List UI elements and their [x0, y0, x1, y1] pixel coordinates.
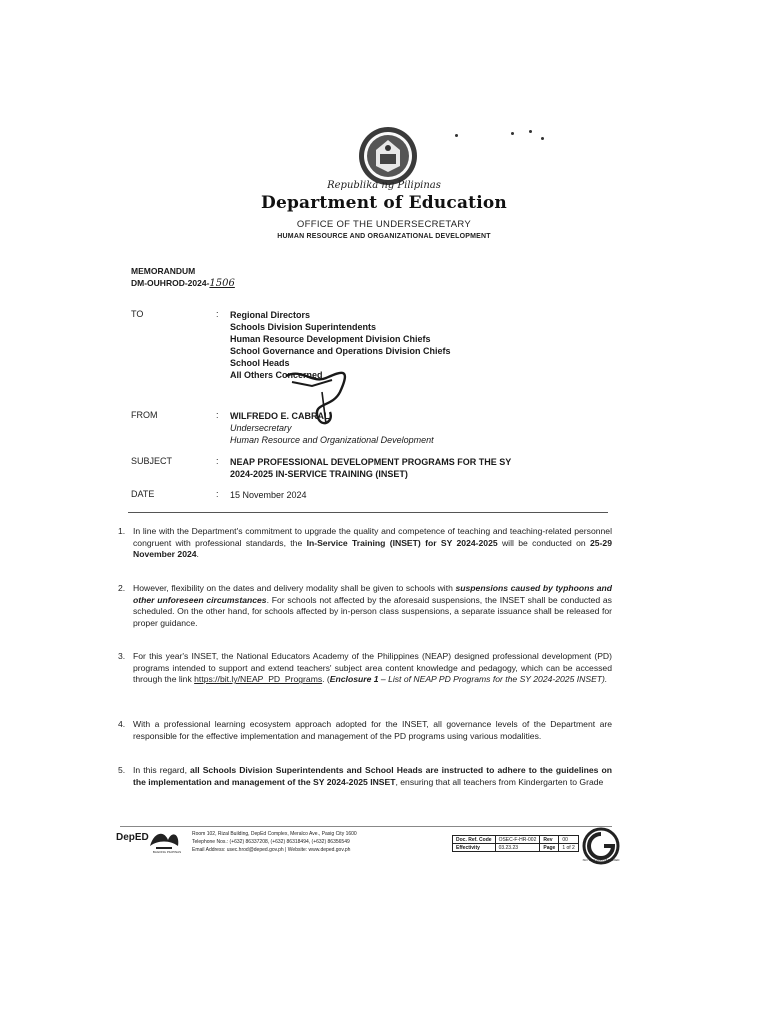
- text-run: In line with the Department's commitment to upgrade the quality and competence of teaching and teaching-related personnel congruent with professional standards, the: [133, 526, 612, 548]
- date-value: 15 November 2024: [230, 490, 307, 500]
- text-run-bold-italic: Enclosure 1: [329, 674, 379, 685]
- paragraph-number: 2.: [118, 583, 126, 593]
- from-office: Human Resource and Organizational Development: [230, 435, 434, 445]
- to-label: TO: [131, 309, 144, 319]
- rev-value: 00: [559, 836, 579, 844]
- text-run-italic: – List of NEAP PD Programs for the SY 2024-2025 INSET).: [378, 674, 608, 685]
- subject-colon: :: [216, 456, 219, 466]
- address-line: Room 102, Rizal Building, DepEd Complex, Meralco Ave., Pasig City 1600: [192, 831, 357, 837]
- page-label: Page: [540, 844, 559, 852]
- paragraph-3: [118, 651, 612, 686]
- recipient: School Heads: [230, 358, 290, 368]
- subject-line-2: 2024-2025 IN-SERVICE TRAINING (INSET): [230, 469, 408, 479]
- deped-logo: DepED: [116, 832, 149, 843]
- text-run-bold: In-Service Training (INSET) for SY 2024-2025: [306, 537, 498, 548]
- recipient: Schools Division Superintendents: [230, 322, 377, 332]
- footer-address: [192, 830, 452, 854]
- recipient: School Governance and Operations Division Chiefs: [230, 346, 451, 356]
- footer-divider: [120, 826, 612, 827]
- rev-label: Rev: [540, 836, 559, 844]
- to-colon: :: [216, 309, 219, 319]
- date-colon: :: [216, 489, 219, 499]
- date-label: DATE: [131, 489, 155, 499]
- recipient: Human Resource Development Division Chiefs: [230, 334, 431, 344]
- text-run: In this regard,: [133, 765, 191, 775]
- iso-certification-label: ISO 9001:2015 CERTIFIED: [582, 858, 620, 862]
- text-run-bold-italic: suspensions caused by typhoons and other unforeseen circumstances: [133, 583, 612, 605]
- paragraph-number: 1.: [118, 526, 126, 536]
- phone-line: Telephone Nos.: (+632) 86337208, (+632) 86318494, (+632) 86356549: [192, 839, 350, 845]
- text-run: will be conducted on: [497, 537, 591, 548]
- subject-label: SUBJECT: [131, 456, 173, 466]
- bagong-pilipinas-label: BAGONG PILIPINAS: [152, 850, 182, 854]
- text-run: For this year's INSET, the National Educators Academy of the Philippines (NEAP) designed professional development (PD) programs intended to support and extend teachers' subject area content knowledge and pedagogy, which can be accessed through the link: [133, 651, 612, 685]
- deped-seal-icon: [356, 124, 420, 188]
- iso-certification-badge-icon: [578, 826, 624, 872]
- text-run: . For schools not affected by the aforesaid suspensions, the INSET shall be conducted as scheduled. On the other hand, for schools affected by in-person class suspensions, a separate issuance shall be released for proper guidance.: [133, 594, 612, 628]
- department-title: Department of Education: [261, 193, 507, 213]
- memo-number-handwritten: 1506: [209, 278, 235, 289]
- page-value: 1 of 2: [559, 844, 579, 852]
- from-block: [230, 410, 434, 446]
- paragraph-text: [133, 651, 612, 686]
- from-label: FROM: [131, 410, 158, 420]
- recipient: All Others Concerned: [230, 370, 323, 380]
- memo-label: MEMORANDUM: [131, 266, 196, 276]
- from-name: WILFREDO E. CABRAL: [230, 411, 330, 421]
- email-line: Email Address: usec.hrod@deped.gov.ph | Website: www.deped.gov.ph: [192, 847, 351, 853]
- paragraph-text: [133, 583, 612, 629]
- paragraph-number: 5.: [118, 765, 126, 775]
- document-control-table: [452, 835, 579, 852]
- subject-block: [230, 456, 511, 480]
- divider: [128, 512, 608, 513]
- republic-label: Republika ng Pilipinas: [327, 180, 441, 191]
- neap-pd-programs-link[interactable]: https://bit.ly/NEAP_PD_Programs: [194, 674, 323, 685]
- text-run: . (: [322, 674, 330, 685]
- recipient: Regional Directors: [230, 310, 311, 320]
- effectivity-label: Effectivity: [453, 844, 496, 852]
- text-run-bold: 25-29 November 2024: [133, 537, 612, 560]
- paragraph-2: [118, 583, 612, 629]
- from-colon: :: [216, 410, 219, 420]
- effectivity-value: 03.23.23: [495, 844, 540, 852]
- memo-number-prefix: DM-OUHROD-2024-: [131, 278, 210, 288]
- paragraph-text: With a professional learning ecosystem approach adopted for the INSET, all governance levels of the Department are responsible for the effective implementation and management of the PD programs using various modalities.: [133, 719, 612, 741]
- memo-number: [131, 278, 235, 289]
- paragraph-text: [133, 526, 612, 561]
- doc-ref-value: OSEC-F-HR-002: [495, 836, 540, 844]
- paragraph-text: [133, 765, 612, 788]
- subject-line-1: NEAP PROFESSIONAL DEVELOPMENT PROGRAMS FOR THE SY: [230, 457, 512, 467]
- from-title: Undersecretary: [230, 423, 292, 433]
- text-run: However, flexibility on the dates and delivery modality shall be given to schools with: [133, 583, 456, 593]
- header-dots: [455, 128, 545, 140]
- text-run: , ensuring that all teachers from Kindergarten to Grade: [395, 776, 604, 787]
- paragraph-4: [118, 719, 612, 742]
- text-run: .: [196, 549, 199, 560]
- text-run-bold: all Schools Division Superintendents and School Heads are instructed to adhere to the guidelines on the implementation and management of the SY 2024-2025 INSET: [133, 765, 612, 787]
- doc-ref-label: Doc. Ref. Code: [453, 836, 496, 844]
- unit-title: HUMAN RESOURCE AND ORGANIZATIONAL DEVELOPMENT: [277, 233, 491, 240]
- paragraph-5: [118, 765, 612, 788]
- office-title: OFFICE OF THE UNDERSECRETARY: [296, 219, 472, 230]
- paragraph-1: [118, 526, 612, 561]
- paragraph-number: 4.: [118, 719, 126, 729]
- paragraph-number: 3.: [118, 651, 126, 661]
